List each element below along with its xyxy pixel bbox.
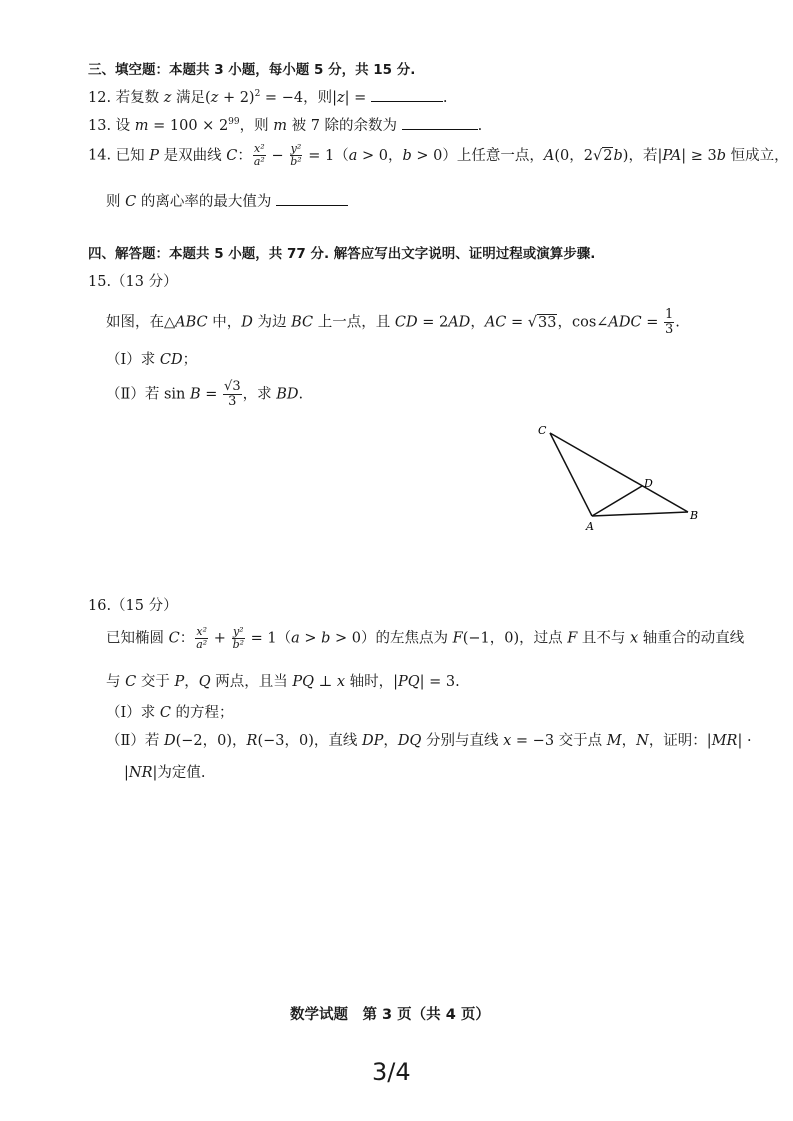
segment-AD xyxy=(592,486,642,516)
question-16-statement: 已知椭圆 C： $\frac{\text{x²}}{\text{a²}}$ + $\frac{\text{y²}}{\text{b²}}$ = 1（a > b > 0）的左焦点为 F(−1，0)，过点 F 且不与 x 轴重合的动直线 xyxy=(106,625,745,651)
q14-fraction-x: $\frac{\text{x²}}{\text{a²}}$ xyxy=(253,142,265,168)
question-14-line-2: 则 C 的离心率的最大值为 xyxy=(106,190,348,211)
page-indicator: 3/4 xyxy=(372,1058,411,1086)
q14-answer-blank[interactable] xyxy=(276,205,348,206)
q16-fraction-x: $\frac{\text{x²}}{\text{a²}}$ xyxy=(196,625,208,651)
question-15-statement: 如图，在△ABC 中，D 为边 BC 上一点，且 CD = 2AD，AC = √33，cos∠ADC = $\frac{1}{3}$ . xyxy=(106,307,680,337)
page-footer: 数学试题 第 3 页（共 4 页） xyxy=(290,1007,490,1023)
section-4-header: 四、解答题：本题共 5 小题，共 77 分. 解答应写出文字说明、证明过程或演算步骤. xyxy=(88,246,596,262)
question-15-label: 15.（13 分） xyxy=(88,274,178,290)
question-16-part-2: （Ⅱ）若 D(−2，0)，R(−3，0)，直线 DP，DQ 分别与直线 x = −3 交于点 M，N，证明：|MR| · xyxy=(106,733,752,749)
question-15-part-1: （Ⅰ）求 CD； xyxy=(106,352,198,368)
q12-answer-blank[interactable] xyxy=(371,101,443,102)
q16-fraction-y: $\frac{\text{y²}}{\text{b²}}$ xyxy=(232,625,245,651)
section-3-header: 三、填空题：本题共 3 小题，每小题 5 分，共 15 分. xyxy=(88,62,416,78)
q14-number: 14. xyxy=(88,147,112,164)
q15-fraction-sqrt3-over-3: $\frac{√3}{3}$ xyxy=(224,379,241,409)
q13-text: 设 $m = 100 \times 2^{99}$，则 m 被 7 除的余数为 xyxy=(115,117,398,134)
segment-AB xyxy=(592,512,688,516)
question-14 xyxy=(88,143,789,168)
label-A: A xyxy=(586,520,594,533)
triangle-figure xyxy=(530,420,710,535)
label-D: D xyxy=(644,477,653,490)
q12-text: 若复数 z 满足$(z + 2)^2 = -4$，则|z| = xyxy=(115,89,367,106)
question-12: 12. 若复数 z 满足$(z + 2)^2 = -4$，则|z| = . xyxy=(88,89,448,106)
q13-answer-blank[interactable] xyxy=(402,129,478,130)
question-13: 13. 设 $m = 100 \times 2^{99}$，则 m 被 7 除的余数为 . xyxy=(88,117,483,134)
question-16-part-1: （Ⅰ）求 C 的方程； xyxy=(106,705,234,721)
q13-number: 13. xyxy=(88,118,112,134)
label-B: B xyxy=(690,509,699,522)
question-16-statement-line-2: 与 C 交于 P，Q 两点，且当 PQ ⊥ x 轴时，|PQ| = 3. xyxy=(106,674,460,690)
q15-fraction-one-third: $\frac{1}{3}$ xyxy=(665,307,674,337)
question-16-label: 16.（15 分） xyxy=(88,598,178,614)
label-C: C xyxy=(538,424,547,437)
q14-fraction-y: $\frac{\text{y²}}{\text{b²}}$ xyxy=(290,142,302,168)
q12-number: 12. xyxy=(88,90,112,106)
question-15-part-2: （Ⅱ）若 sin B = $\frac{√3}{3}$ ，求 BD. xyxy=(106,379,304,409)
q14-text: 已知 P 是双曲线 C： $\frac{\text{x²}}{\text{a²}}$ − $\frac{\text{y²}}{\text{b²}}$ = 1（a > 0，b > 0）上任意一点，A(0，2√2b)，若|PA| ≥ 3b 恒成立， xyxy=(115,142,789,168)
question-16-part-2-line-2: |NR|为定值. xyxy=(124,765,206,781)
